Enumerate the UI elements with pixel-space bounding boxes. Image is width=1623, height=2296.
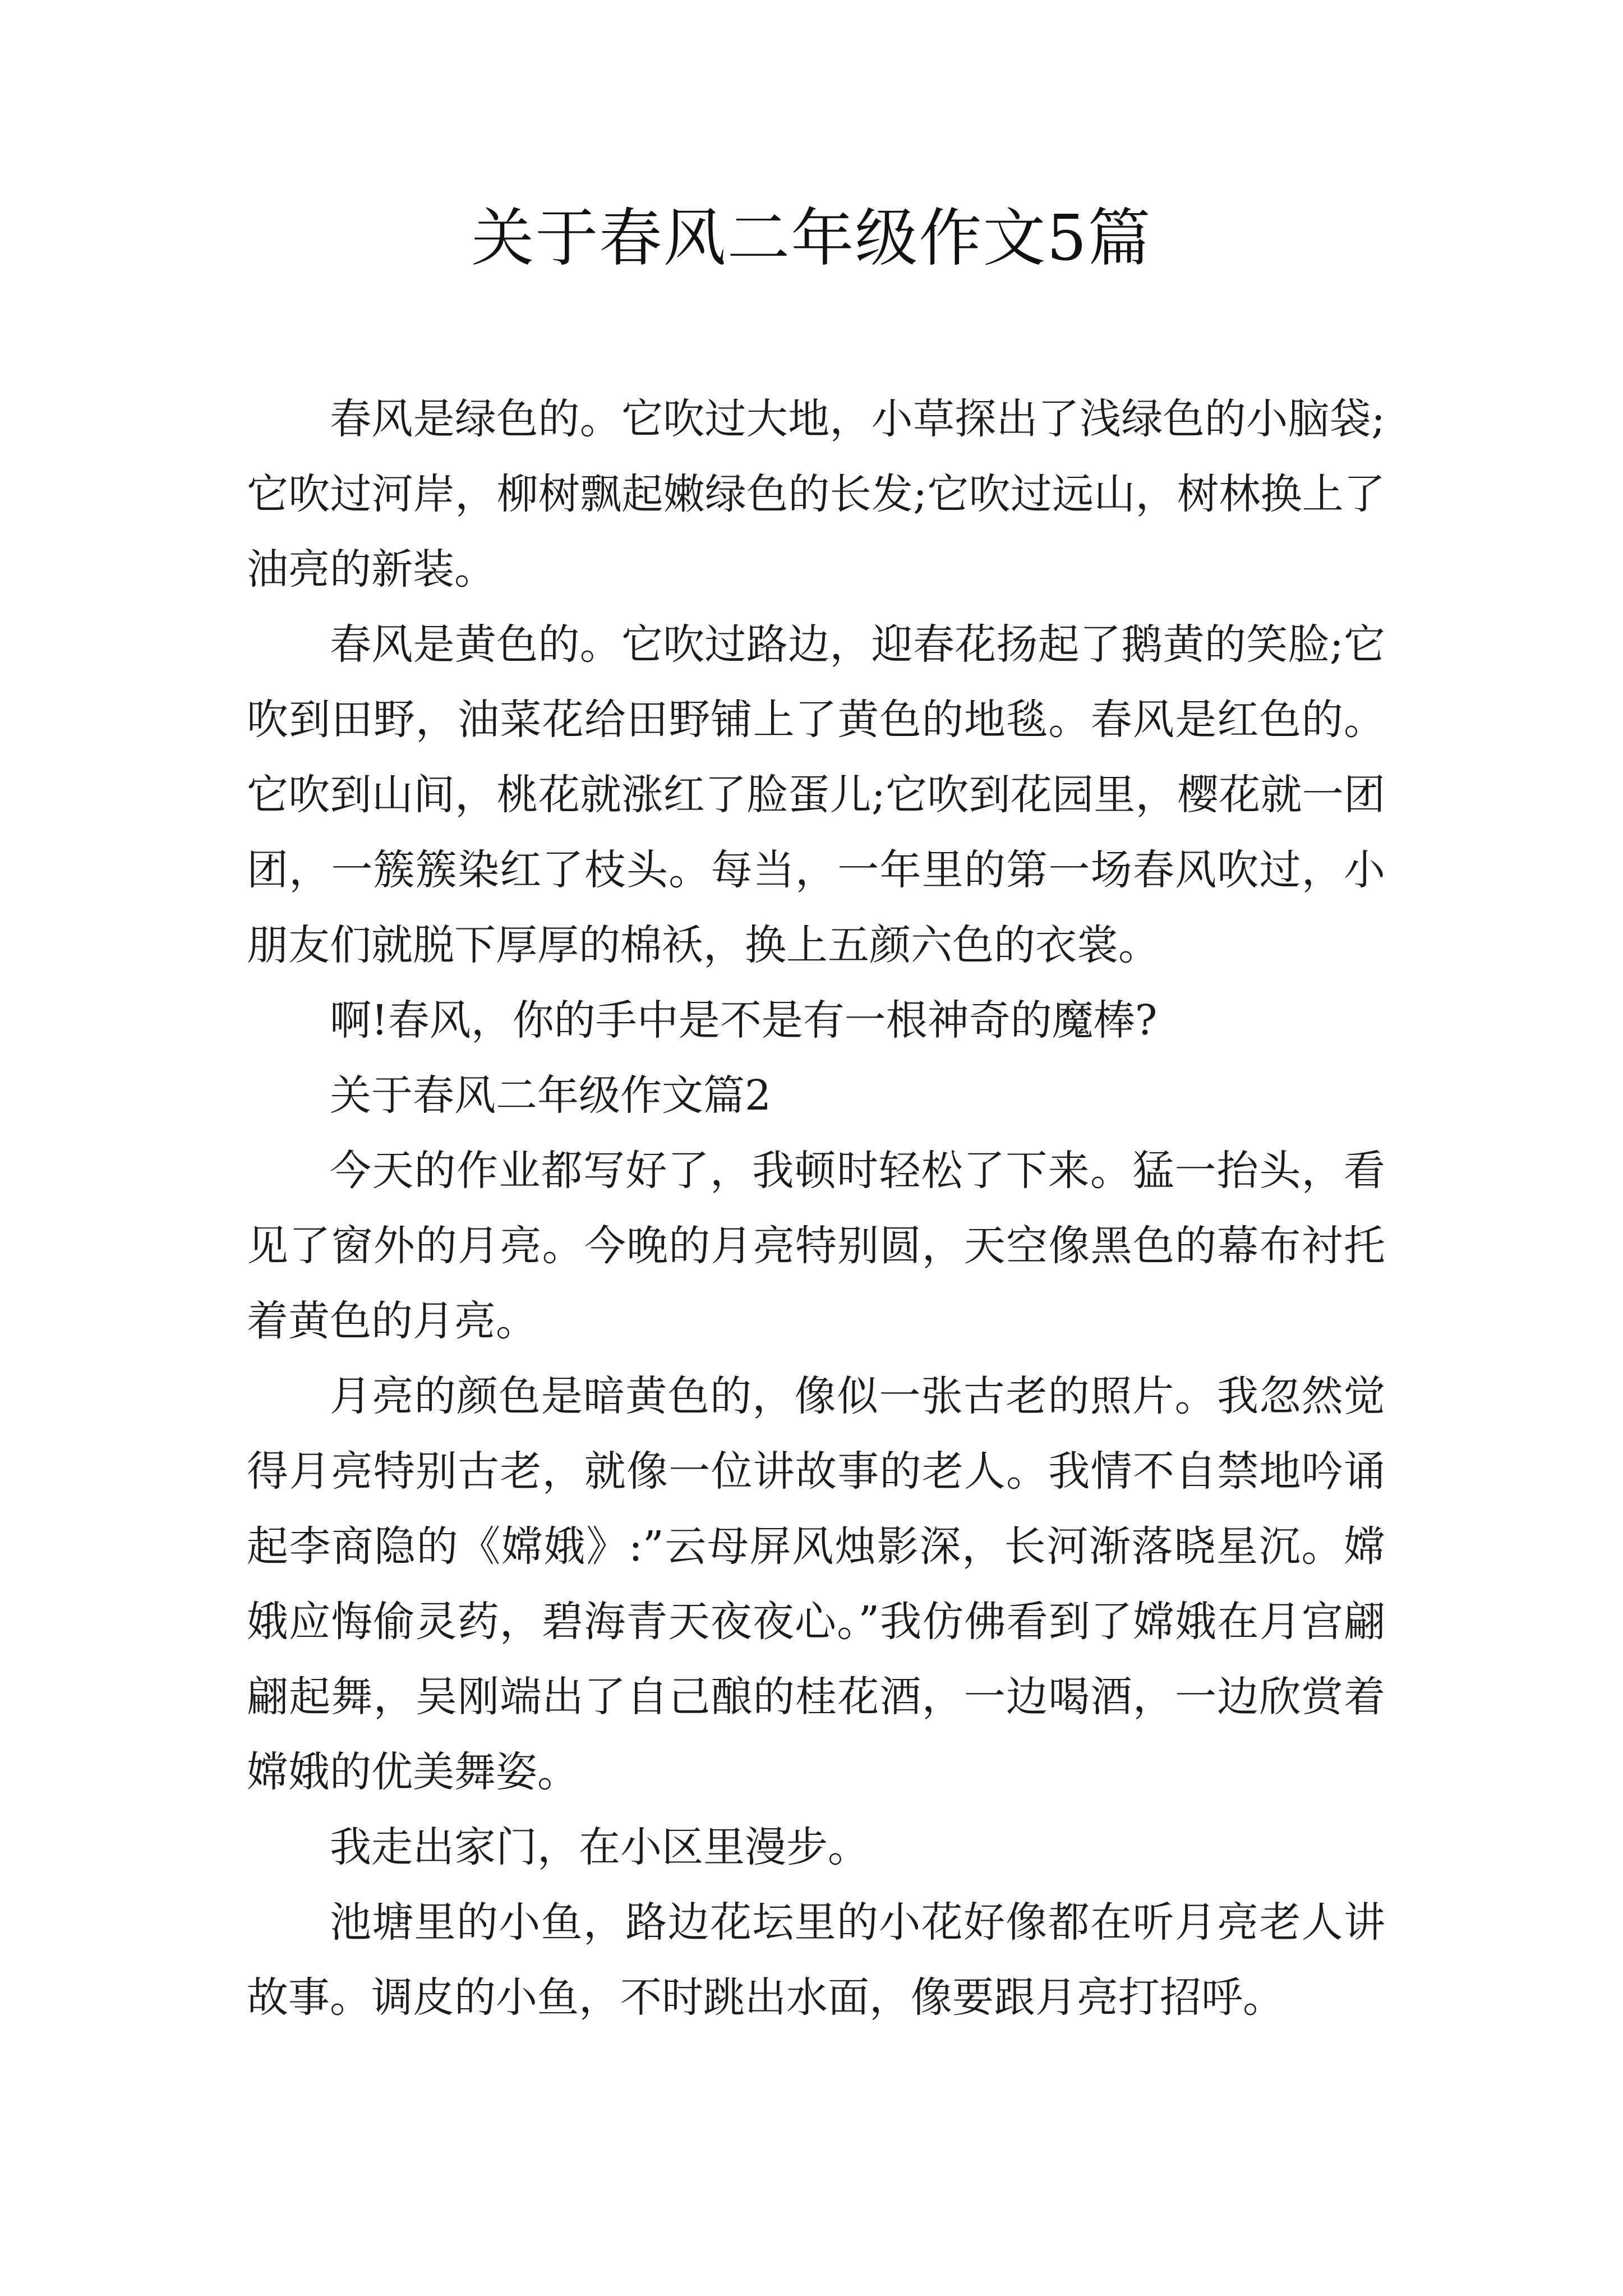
paragraph: 我走出家门，在小区里漫步。 [330, 1823, 869, 1871]
section-heading: 关于春风二年级作文篇2 [330, 1071, 772, 1120]
paragraph: 春风是黄色的。它吹过路边，迎春花扬起了鹅黄的笑脸;它吹到田野，油菜花给田野铺上了黄色的地毯。春风是红色的。它吹到山间，桃花就涨红了脸蛋儿;它吹到花园里，樱花就一团团，一簇簇染红了枝头。每当，一年里的第一场春风吹过，小朋友们就脱下厚厚的棉袄，换上五颜六色的衣裳。 [247, 620, 1385, 969]
paragraph: 月亮的颜色是暗黄色的，像似一张古老的照片。我忽然觉得月亮特别古老，就像一位讲故事的老人。我情不自禁地吟诵起李商隐的《嫦娥》:”云母屏风烛影深，长河渐落晓星沉。嫦娥应悔偷灵药，碧海青天夜夜心。”我仿佛看到了嫦娥在月宫翩翩起舞，吴刚端出了自己酿的桂花酒，一边喝酒，一边欣赏着嫦娥的优美舞姿。 [247, 1372, 1385, 1796]
paragraph: 今天的作业都写好了，我顿时轻松了下来。猛一抬头，看见了窗外的月亮。今晚的月亮特别圆，天空像黑色的幕布衬托着黄色的月亮。 [247, 1147, 1385, 1345]
paragraph: 春风是绿色的。它吹过大地，小草探出了浅绿色的小脑袋;它吹过河岸，柳树飘起嫩绿色的长发;它吹过远山，树林换上了油亮的新装。 [247, 395, 1385, 593]
paragraph: 啊!春风，你的手中是不是有一根神奇的魔棒? [330, 996, 1158, 1045]
document-body [247, 381, 1385, 2035]
document-title: 关于春风二年级作文5篇 [471, 202, 1152, 275]
paragraph: 池塘里的小鱼，路边花坛里的小花好像都在听月亮老人讲故事。调皮的小鱼，不时跳出水面，像要跟月亮打招呼。 [247, 1898, 1385, 2022]
